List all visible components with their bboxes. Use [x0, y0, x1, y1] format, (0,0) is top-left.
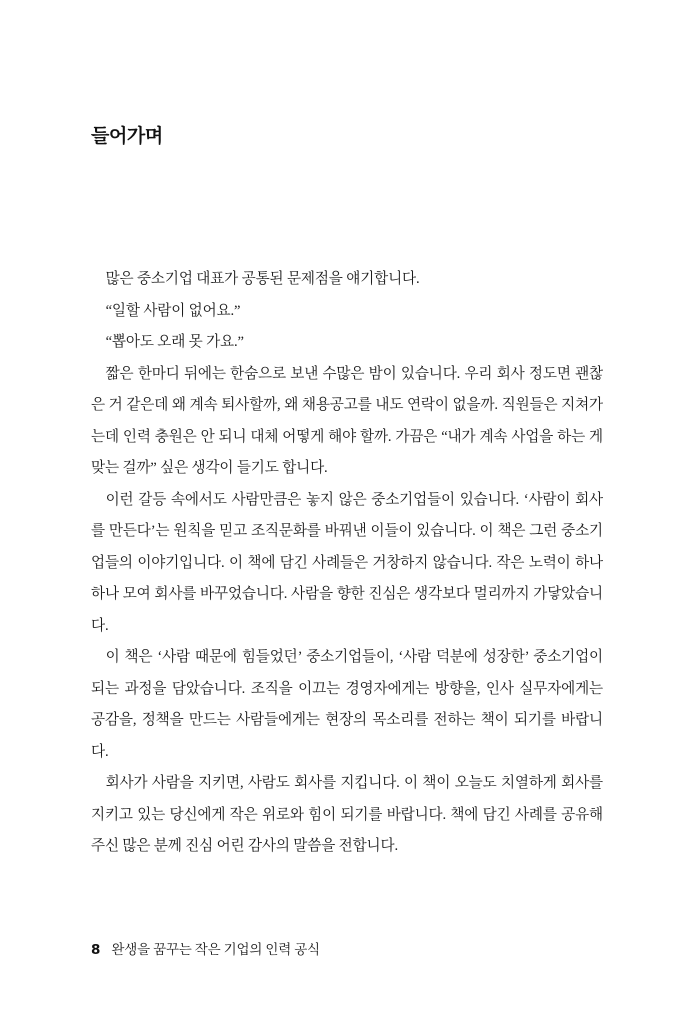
paragraph: 회사가 사람을 지키면, 사람도 회사를 지킵니다. 이 책이 오늘도 치열하게 회사를 지키고 있는 당신에게 작은 위로와 힘이 되기를 바랍니다. 책에 담긴 사례를 공유해 주신 많은 분께 진심 어린 감사의 말씀을 전합니다.: [91, 775, 603, 854]
paragraph: 많은 중소기업 대표가 공통된 문제점을 얘기합니다.: [105, 271, 420, 287]
body-text: [91, 264, 603, 863]
running-head: 완생을 꿈꾸는 작은 기업의 인력 공식: [111, 942, 320, 957]
paragraph-quote: “일할 사람이 없어요.”: [105, 302, 241, 319]
page-title: 들어가며: [91, 124, 163, 147]
paragraph: 이런 갈등 속에서도 사람만큼은 놓지 않은 중소기업들이 있습니다. ‘사람이 회사를 만든다’는 원칙을 믿고 조직문화를 바꿔낸 이들이 있습니다. 이 책은 그런 중소기업들의 이야기입니다. 이 책에 담긴 사례들은 거창하지 않습니다. 작은 노력이 하나하나 모여 회사를 바꾸었습니다. 사람을 향한 진심은 생각보다 멀리까지 가닿았습니다.: [91, 491, 603, 634]
paragraph: 짧은 한마디 뒤에는 한숨으로 보낸 수많은 밤이 있습니다. 우리 회사 정도면 괜찮은 거 같은데 왜 계속 퇴사할까, 왜 채용공고를 내도 연락이 없을까. 직원들은 지쳐가는데 인력 충원은 안 되니 대체 어떻게 해야 할까. 가끔은 “내가 계속 사업을 하는 게 맞는 걸까” 싶은 생각이 들기도 합니다.: [91, 365, 603, 476]
paragraph: 이 책은 ‘사람 때문에 힘들었던’ 중소기업들이, ‘사람 덕분에 성장한’ 중소기업이 되는 과정을 담았습니다. 조직을 이끄는 경영자에게는 방향을, 인사 실무자에게는 공감을, 정책을 만드는 사람들에게는 현장의 목소리를 전하는 책이 되기를 바랍니다.: [91, 649, 603, 760]
paragraph-quote: “뽑아도 오래 못 가요.”: [105, 334, 244, 350]
page-number: 8: [91, 942, 101, 958]
page-footer: [91, 938, 320, 958]
